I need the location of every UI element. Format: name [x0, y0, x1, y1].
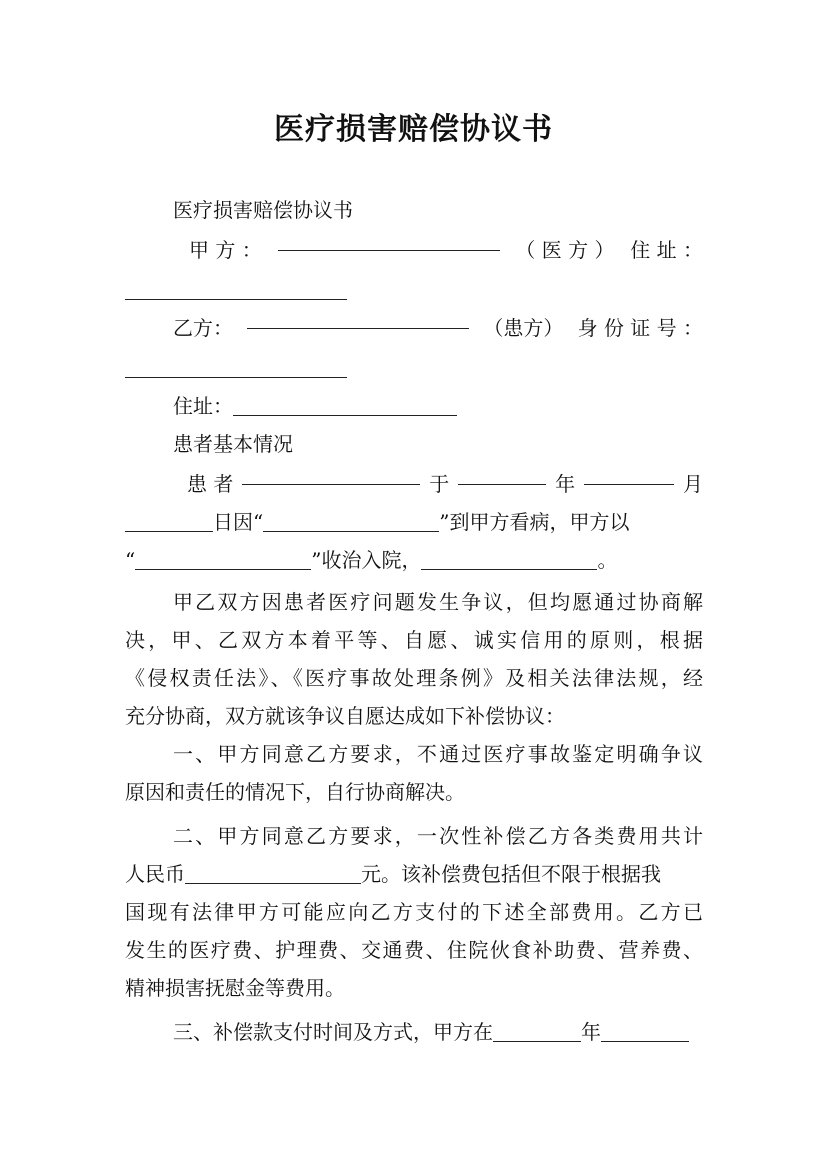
clause-3-line-1 — [125, 1014, 703, 1050]
clause-2-line-1 — [125, 818, 706, 854]
party-b-id-blank[interactable] — [125, 376, 347, 378]
clause-2-line-4 — [125, 932, 703, 968]
party-a-address-blank[interactable] — [125, 298, 347, 300]
patient-line-3 — [125, 542, 703, 578]
illness-blank[interactable] — [263, 530, 439, 532]
intro-text: 甲乙双方因患者医疗问题发生争议，但均愿通过协商解 — [173, 590, 706, 614]
clause-1-text: 原因和责任的情况下，自行协商解决。 — [125, 780, 465, 804]
clause-2-line-2 — [125, 856, 703, 892]
address-line — [125, 388, 703, 424]
clause-2-text: 精神损害抚慰金等费用。 — [125, 976, 345, 1000]
year-blank[interactable] — [458, 483, 546, 485]
payment-year-blank[interactable] — [493, 1040, 581, 1042]
open-quote: “ — [125, 548, 136, 572]
clause-2-text: 元。该补偿费包括但不限于根据我 — [361, 862, 661, 886]
clause-2-text: 发生的医疗费、护理费、交通费、住院伙食补助费、营养费、 — [125, 938, 705, 962]
patient-line-1 — [125, 466, 703, 502]
address-label: 住址： — [173, 394, 233, 418]
party-a-address-label: 住 址 ： — [630, 238, 703, 262]
intro-text: 决，甲、乙双方本着平等、自愿、诚实信用的原则，根据 — [125, 628, 707, 652]
amount-blank[interactable] — [185, 882, 361, 884]
party-a-name-blank[interactable] — [278, 249, 500, 251]
period-text: 。 — [597, 548, 618, 572]
admission-blank[interactable] — [421, 568, 597, 570]
intro-text: 《侵权责任法》、《医疗事故处理条例》及相关法律法规，经 — [125, 666, 706, 690]
visit-text: ”到甲方看病，甲方以 — [439, 510, 630, 534]
patient-section-heading: 患者基本情况 — [173, 432, 293, 456]
day-cause-text: 日因“ — [213, 510, 264, 534]
intro-line-1 — [125, 584, 706, 620]
month-blank[interactable] — [584, 483, 674, 485]
patient-section-line — [125, 426, 703, 462]
clause-2-text: 二、甲方同意乙方要求，一次性补偿乙方各类费用共计 — [173, 824, 706, 848]
party-a-role: （ 医 方 ） — [515, 238, 615, 262]
clause-1-text: 一、甲方同意乙方要求，不通过医疗事故鉴定明确争议 — [173, 742, 706, 766]
day-blank[interactable] — [125, 530, 213, 532]
intro-text: 充分协商，双方就该争议自愿达成如下补偿协议： — [125, 704, 565, 728]
heading-line — [125, 192, 703, 228]
clause-1-line-1 — [125, 736, 706, 772]
party-b-label: 乙方： — [173, 316, 233, 340]
clause-3-year-word: 年 — [581, 1020, 601, 1044]
party-a-line — [125, 232, 703, 268]
party-b-line — [125, 310, 703, 346]
at-word: 于 — [429, 472, 450, 496]
intro-line-4 — [125, 698, 703, 734]
year-word: 年 — [555, 472, 576, 496]
clause-2-line-3 — [125, 894, 706, 930]
party-b-role: （患方） — [483, 316, 564, 340]
clause-2-line-5 — [125, 970, 703, 1006]
diagnosis-blank[interactable] — [135, 568, 311, 570]
month-word: 月 — [682, 472, 703, 496]
clause-3-text: 三、补偿款支付时间及方式，甲方在 — [173, 1020, 493, 1044]
clause-2-text: 国现有法律甲方可能应向乙方支付的下述全部费用。乙方已 — [125, 900, 706, 924]
party-a-address-line — [125, 272, 703, 308]
party-a-label: 甲 方 ： — [189, 238, 262, 262]
rmb-label: 人民币 — [125, 862, 185, 886]
heading-text: 医疗损害赔偿协议书 — [173, 198, 353, 222]
patient-line-2 — [125, 504, 703, 540]
intro-line-3 — [125, 660, 706, 696]
party-b-id-line — [125, 350, 703, 386]
clause-1-line-2 — [125, 774, 703, 810]
party-b-name-blank[interactable] — [247, 327, 469, 329]
payment-month-blank[interactable] — [601, 1040, 689, 1042]
patient-name-blank[interactable] — [242, 483, 420, 485]
admit-text: ”收治入院， — [311, 548, 422, 572]
intro-line-2 — [125, 622, 707, 658]
address-blank[interactable] — [233, 414, 457, 416]
patient-word: 患 者 — [187, 472, 234, 496]
party-b-id-label: 身 份 证 号 ： — [577, 316, 703, 340]
document-title: 医疗损害赔偿协议书 — [274, 112, 553, 147]
